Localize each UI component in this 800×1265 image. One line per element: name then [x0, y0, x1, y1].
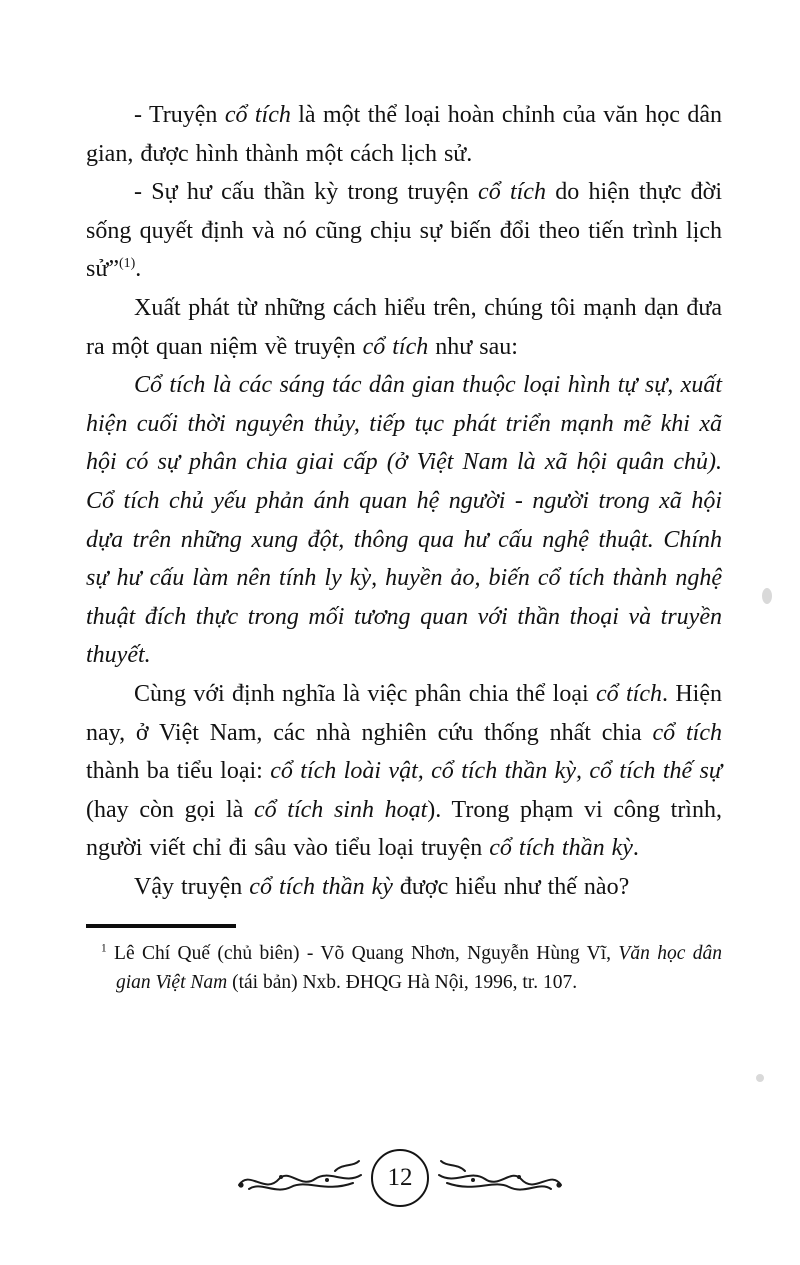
scan-artifact	[762, 588, 772, 604]
page-number-badge	[371, 1149, 429, 1207]
paragraph-author-definition: Cổ tích là các sáng tác dân gian thuộc loại hình tự sự, xuất hiện cuối thời nguyên thủy, tiếp tục phát triển mạnh mẽ khi xã hội có sự phân chia giai cấp (ở Việt Nam là xã hội quân chủ). Cổ tích chủ yếu phản ánh quan hệ người - người trong xã hội dựa trên những xung đột, thông qua hư cấu nghệ thuật. Chính sự hư cấu làm nên tính ly kỳ, huyền ảo, biến cổ tích thành nghệ thuật đích thực trong mối tương quan với thần thoại và truyền thuyết.	[86, 372, 722, 669]
scan-artifact	[756, 1074, 764, 1082]
paragraph-definition-1: - Truyện cổ tích là một thể loại hoàn chỉnh của văn học dân gian, được hình thành một cách lịch sử.	[86, 102, 723, 167]
text-block	[86, 96, 722, 997]
paragraph-question: Vậy truyện cổ tích thần kỳ được hiểu như thế nào?	[134, 873, 630, 900]
paragraph-classification: Cùng với định nghĩa là việc phân chia thể loại cổ tích. Hiện nay, ở Việt Nam, các nhà nghiên cứu thống nhất chia cổ tích thành ba tiểu loại: cổ tích loài vật, cổ tích thần kỳ, cổ tích thế sự (hay còn gọi là cổ tích sinh hoạt). Trong phạm vi công trình, người viết chỉ đi sâu vào tiểu loại truyện cổ tích thần kỳ.	[86, 680, 722, 862]
paragraph-intro-definition: Xuất phát từ những cách hiểu trên, chúng tôi mạnh dạn đưa ra một quan niệm về truyện cổ tích như sau:	[86, 294, 722, 360]
footnote	[86, 940, 722, 997]
footnote-text: Lê Chí Quế (chủ biên) - Võ Quang Nhơn, Nguyễn Hùng Vĩ, Văn học dân gian Việt Nam (tái bản) Nxb. ĐHQG Hà Nội, 1996, tr. 107.	[106, 943, 722, 993]
footnote-separator-rule	[86, 924, 236, 928]
paragraph-definition-2: - Sự hư cấu thần kỳ trong truyện cổ tích do hiện thực đời sống quyết định và nó cũng chịu sự biến đổi theo tiến trình lịch sử”$^{(1)}$.	[86, 179, 723, 283]
flourish-right-icon	[435, 1155, 565, 1201]
page-footer-ornament	[0, 1149, 800, 1207]
flourish-left-icon	[235, 1155, 365, 1201]
footnote-marker: 1	[101, 942, 107, 955]
page-number: 12	[387, 1164, 413, 1191]
